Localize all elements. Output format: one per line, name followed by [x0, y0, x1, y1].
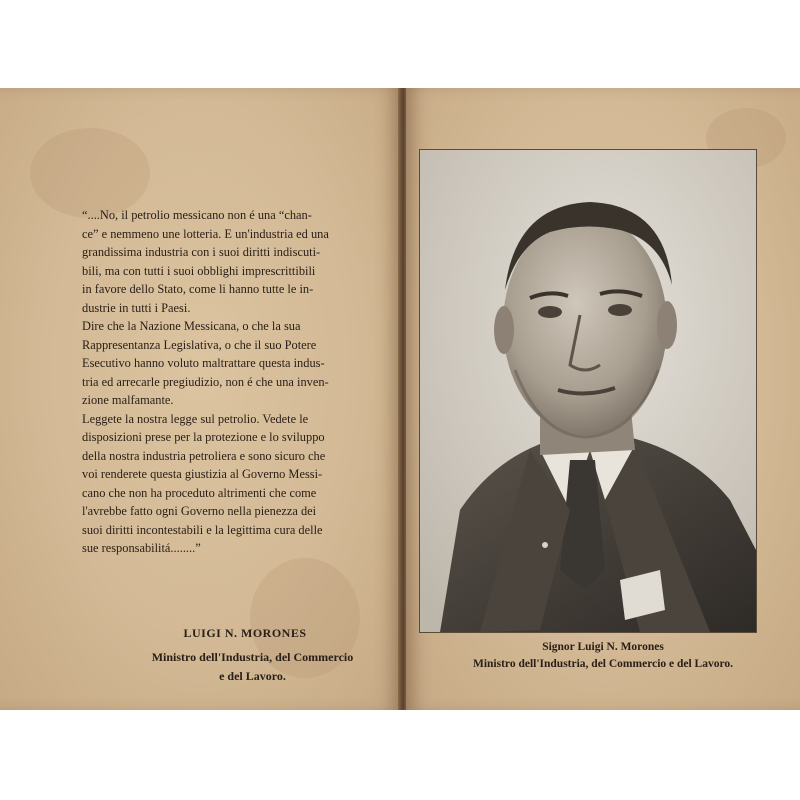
quote-line: voi renderete questa giustizia al Governo Messi-: [82, 467, 323, 481]
quote-line: Esecutivo hanno voluto maltrattare questa indus-: [82, 356, 325, 370]
signature-role-line: Ministro dell'Industria, del Commercio: [151, 650, 354, 664]
photo-caption-role: Ministro dell'Industria, del Commercio e del Lavoro.: [472, 658, 734, 670]
quote-line: ce” e nemmeno une lotteria. E un'industria ed una: [82, 226, 329, 241]
quote-line: zione malfamante.: [82, 393, 174, 407]
quote-line: cano che non ha proceduto altrimenti che come: [82, 485, 317, 500]
open-book: [0, 88, 800, 710]
quote-line: bili, ma con tutti i suoi obblighi imprescrittibili: [82, 263, 316, 278]
quote-line: Rappresentanza Legislativa, o che il suo Potere: [82, 337, 317, 352]
quote-line: Leggete la nostra legge sul petrolio. Vedete le: [82, 411, 309, 426]
left-page: [0, 88, 400, 710]
right-page: [406, 88, 800, 710]
quote-line: suoi diritti incontestabili e la legittima cura delle: [82, 522, 323, 537]
quote-text: [82, 206, 360, 558]
quote-line: tria ed arrecarle pregiudizio, non é che una inven-: [82, 374, 329, 389]
signature-role-line: e del Lavoro.: [219, 669, 286, 683]
quote-line: grandissima industria con i suoi diritti indiscuti-: [82, 245, 321, 259]
signature-name: LUIGI N. MORONES: [183, 626, 307, 640]
quote-line: della nostra industria petroliera e sono sicuro che: [82, 448, 326, 463]
quote-line: sue responsabilitá........”: [82, 541, 201, 555]
quote-line: l'avrebbe fatto ogni Governo nella pienezza dei: [82, 504, 317, 518]
quote-line: disposizioni prese per la protezione e lo sviluppo: [82, 430, 325, 444]
portrait-photo: [419, 149, 757, 633]
quote-line: in favore dello Stato, come li hanno tutte le in-: [82, 282, 314, 296]
quote-line: Dire che la Nazione Messicana, o che la sua: [82, 319, 301, 333]
quote-line: dustrie in tutti i Paesi.: [82, 300, 191, 315]
quote-line: “....No, il petrolio messicano non é una “chan-: [82, 208, 312, 222]
signature-role: [140, 648, 365, 686]
photo-caption-name: Signor Luigi N. Morones: [542, 641, 664, 653]
portrait-illustration: [420, 150, 756, 632]
